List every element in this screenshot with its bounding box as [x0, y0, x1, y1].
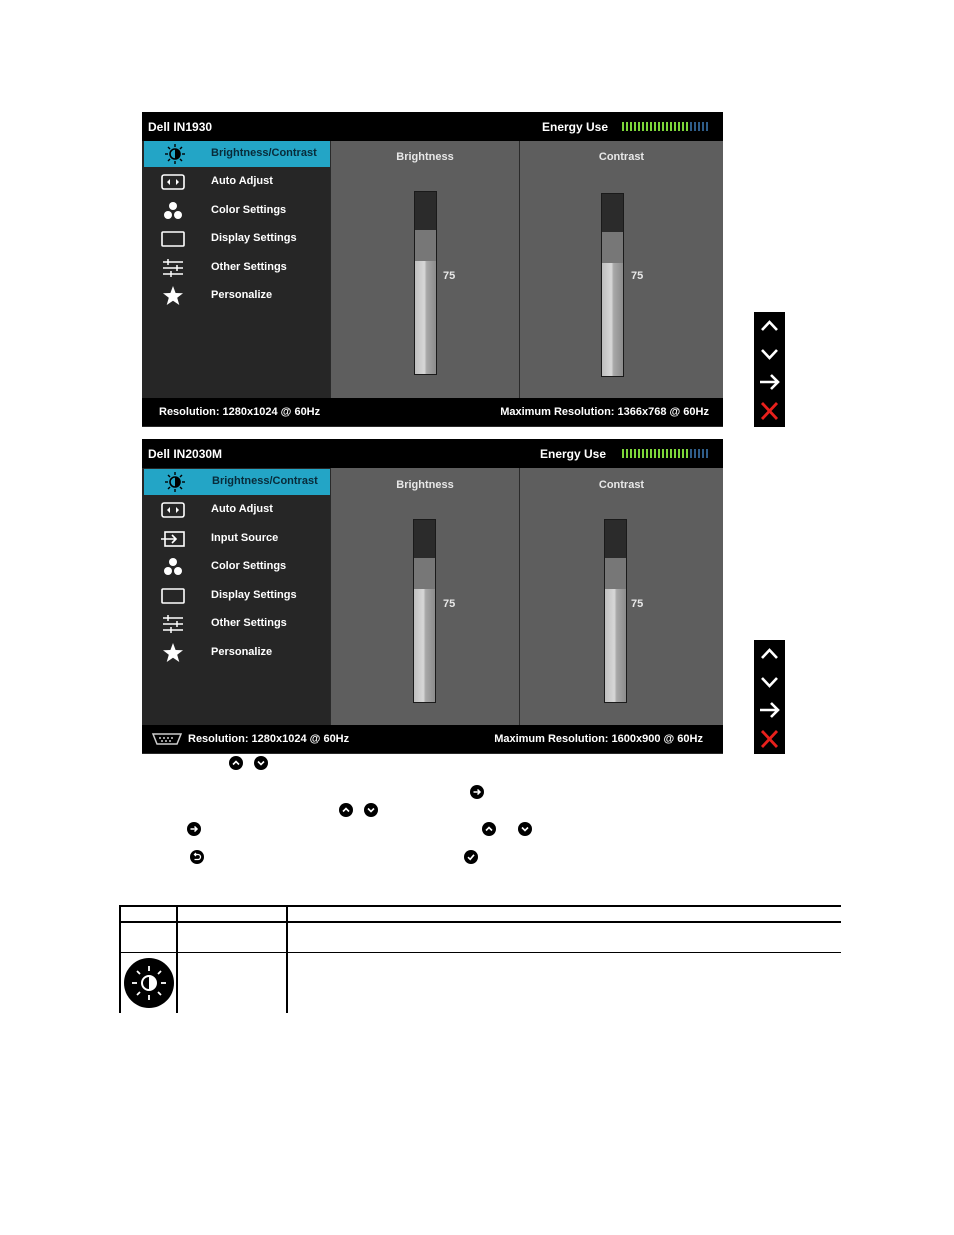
right-arrow-icon: [754, 368, 785, 396]
menu-item-auto-adjust[interactable]: [142, 497, 330, 523]
down-arrow-icon: [754, 668, 785, 696]
enter-button-icon: [187, 822, 201, 836]
menu-label: Brightness/Contrast: [211, 147, 317, 159]
color-settings-icon: [160, 557, 186, 577]
brightness-contrast-icon: [123, 957, 175, 1009]
menu-item-color-settings[interactable]: [142, 554, 330, 580]
up-button[interactable]: [754, 312, 785, 340]
energy-segment: [690, 122, 692, 131]
up-button-icon: [229, 756, 243, 770]
personalize-star-icon: [160, 643, 186, 663]
osd-model-title: Dell IN2030M: [148, 447, 223, 461]
energy-segment: [650, 122, 652, 131]
energy-segment: [690, 449, 692, 458]
menu-label: Display Settings: [211, 589, 297, 601]
energy-segment: [698, 122, 700, 131]
energy-segment: [686, 449, 688, 458]
energy-segment: [682, 122, 684, 131]
contrast-value: 75: [631, 598, 644, 610]
osd-menu: [142, 141, 330, 398]
menu-item-auto-adjust[interactable]: [142, 169, 330, 195]
back-button-icon: [190, 850, 204, 864]
energy-segment: [646, 449, 648, 458]
menu-item-brightness-contrast[interactable]: [144, 469, 330, 495]
display-settings-icon: [160, 586, 186, 606]
exit-button[interactable]: [754, 725, 785, 753]
menu-label: Display Settings: [211, 232, 297, 244]
energy-segment: [642, 122, 644, 131]
energy-segment: [694, 122, 696, 131]
energy-segment: [662, 122, 664, 131]
contrast-title: Contrast: [598, 151, 645, 163]
energy-segment: [702, 122, 704, 131]
energy-segment: [694, 449, 696, 458]
auto-adjust-icon: [160, 172, 186, 192]
energy-segment: [698, 449, 700, 458]
osd-header: [142, 439, 723, 468]
energy-segment: [654, 122, 656, 131]
contrast-slider[interactable]: [601, 193, 624, 377]
vga-connector-icon: [151, 732, 183, 746]
menu-item-personalize[interactable]: [142, 283, 330, 309]
energy-segment: [626, 449, 628, 458]
energy-segment: [674, 122, 676, 131]
right-arrow-icon: [754, 696, 785, 724]
energy-segment: [654, 449, 656, 458]
osd-header: [142, 112, 723, 141]
energy-use-label: Energy Use: [540, 447, 607, 461]
contrast-slider[interactable]: [604, 519, 627, 703]
brightness-icon: [162, 144, 188, 164]
enter-button[interactable]: [754, 368, 785, 396]
menu-item-display-settings[interactable]: [142, 226, 330, 252]
menu-label: Other Settings: [211, 261, 287, 273]
brightness-panel: [331, 468, 519, 725]
energy-segment: [678, 122, 680, 131]
brightness-slider[interactable]: [414, 191, 437, 375]
energy-segment: [630, 449, 632, 458]
menu-label: Auto Adjust: [211, 503, 273, 515]
exit-button[interactable]: [754, 397, 785, 425]
osd-dell-in2030m: [142, 439, 723, 754]
up-arrow-icon: [754, 312, 785, 340]
energy-segment: [674, 449, 676, 458]
energy-segment: [646, 122, 648, 131]
energy-segment: [686, 122, 688, 131]
up-arrow-icon: [754, 640, 785, 668]
energy-segment: [670, 122, 672, 131]
energy-segment: [670, 449, 672, 458]
energy-segment: [706, 449, 708, 458]
front-buttons-2: [754, 640, 785, 754]
brightness-slider[interactable]: [413, 519, 436, 703]
brightness-title: Brightness: [396, 151, 454, 163]
menu-label: Auto Adjust: [211, 175, 273, 187]
contrast-title: Contrast: [598, 479, 645, 491]
osd-menu: [142, 468, 330, 725]
up-button-icon: [482, 822, 496, 836]
menu-item-display-settings[interactable]: [142, 583, 330, 609]
enter-button[interactable]: [754, 696, 785, 724]
resolution-text: Resolution: 1280x1024 @ 60Hz: [188, 733, 350, 745]
menu-item-other-settings[interactable]: [142, 611, 330, 637]
down-button[interactable]: [754, 668, 785, 696]
down-button-icon: [518, 822, 532, 836]
energy-use-label: Energy Use: [542, 120, 609, 134]
other-settings-icon: [160, 258, 186, 278]
energy-segment: [634, 122, 636, 131]
contrast-panel: [520, 141, 723, 398]
energy-segment: [638, 122, 640, 131]
other-settings-icon: [160, 614, 186, 634]
front-buttons-1: [754, 312, 785, 427]
energy-segment: [622, 122, 624, 131]
energy-segment: [682, 449, 684, 458]
brightness-title: Brightness: [396, 479, 454, 491]
energy-segment: [662, 449, 664, 458]
menu-item-input-source[interactable]: [142, 526, 330, 552]
brightness-icon: [162, 472, 188, 492]
down-button-icon: [364, 803, 378, 817]
table-rule: [119, 905, 841, 907]
personalize-star-icon: [160, 286, 186, 306]
osd-footer: [142, 398, 723, 426]
table-column-rule: [176, 905, 178, 1013]
energy-segment: [638, 449, 640, 458]
energy-meter: [622, 122, 708, 131]
max-resolution-text: Maximum Resolution: 1600x900 @ 60Hz: [494, 733, 703, 745]
energy-segment: [642, 449, 644, 458]
contrast-panel: [520, 468, 723, 725]
display-settings-icon: [160, 229, 186, 249]
menu-label: Personalize: [211, 646, 273, 658]
energy-segment: [678, 449, 680, 458]
brightness-value: 75: [443, 270, 456, 282]
energy-meter: [622, 449, 708, 458]
menu-item-color-settings[interactable]: [142, 198, 330, 224]
resolution-text: Resolution: 1280x1024 @ 60Hz: [159, 406, 321, 418]
menu-item-personalize[interactable]: [142, 640, 330, 666]
menu-label: Input Source: [211, 532, 279, 544]
energy-segment: [706, 122, 708, 131]
menu-label: Brightness/Contrast: [212, 475, 318, 487]
osd-model-title: Dell IN1930: [148, 120, 213, 134]
energy-segment: [630, 122, 632, 131]
osd-dell-in1930: [142, 112, 723, 427]
energy-segment: [658, 122, 660, 131]
table-rule: [119, 952, 841, 953]
menu-label: Other Settings: [211, 617, 287, 629]
input-source-icon: [160, 529, 186, 549]
energy-segment: [622, 449, 624, 458]
up-button[interactable]: [754, 640, 785, 668]
check-button-icon: [464, 850, 478, 864]
table-rule: [119, 921, 841, 923]
menu-item-other-settings[interactable]: [142, 255, 330, 281]
down-button[interactable]: [754, 340, 785, 368]
energy-segment: [626, 122, 628, 131]
energy-segment: [658, 449, 660, 458]
energy-segment: [666, 449, 668, 458]
energy-segment: [650, 449, 652, 458]
down-button-icon: [254, 756, 268, 770]
brightness-panel: [331, 141, 519, 398]
color-settings-icon: [160, 201, 186, 221]
energy-segment: [666, 122, 668, 131]
close-x-icon: [754, 725, 785, 753]
auto-adjust-icon: [160, 500, 186, 520]
enter-button-icon: [470, 785, 484, 799]
table-column-rule: [286, 905, 288, 1013]
menu-label: Color Settings: [211, 204, 287, 216]
down-arrow-icon: [754, 340, 785, 368]
energy-segment: [634, 449, 636, 458]
brightness-value: 75: [443, 598, 456, 610]
up-button-icon: [339, 803, 353, 817]
close-x-icon: [754, 397, 785, 425]
menu-item-brightness-contrast[interactable]: [144, 141, 330, 167]
max-resolution-text: Maximum Resolution: 1366x768 @ 60Hz: [500, 406, 709, 418]
menu-label: Color Settings: [211, 560, 287, 572]
menu-label: Personalize: [211, 289, 273, 301]
osd-footer: [142, 725, 723, 753]
contrast-value: 75: [631, 270, 644, 282]
energy-segment: [702, 449, 704, 458]
table-column-rule: [119, 905, 121, 1013]
